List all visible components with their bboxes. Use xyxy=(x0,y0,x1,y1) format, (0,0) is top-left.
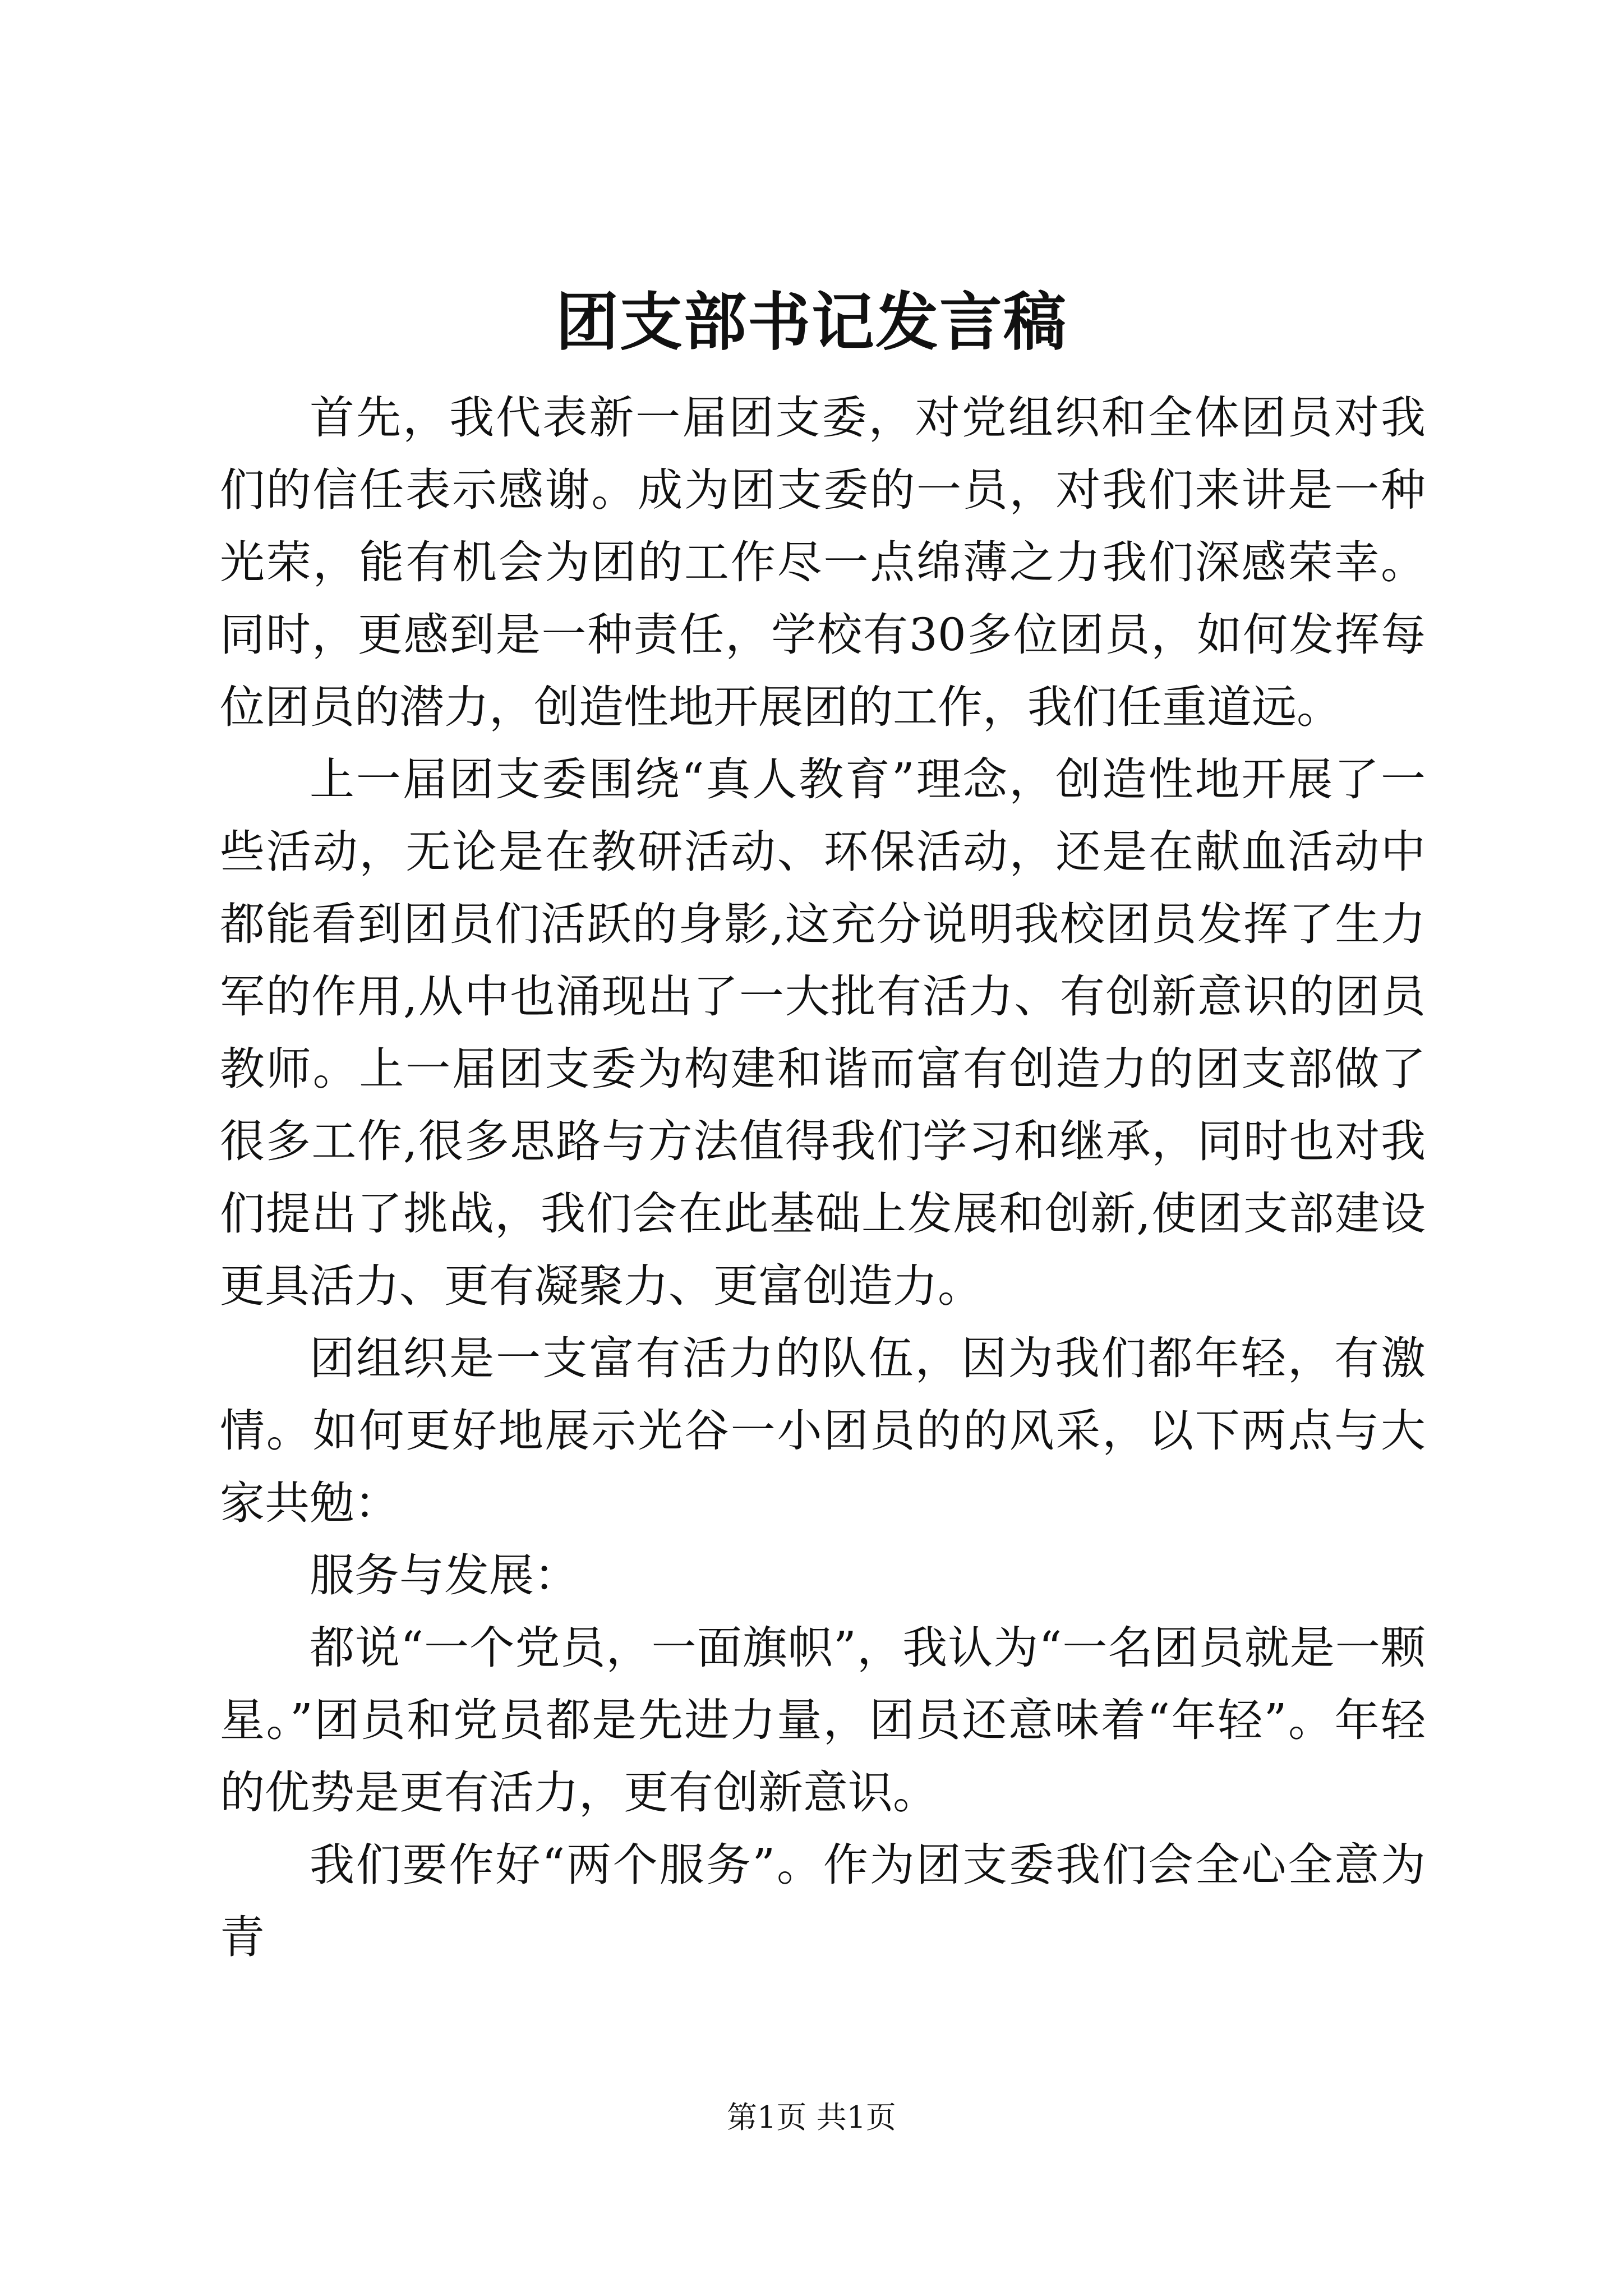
document-title: 团支部书记发言稿 xyxy=(556,286,1067,359)
document-body xyxy=(220,381,1426,1973)
paragraph-3: 团组织是一支富有活力的队伍，因为我们都年轻，有激情。如何更好地展示光谷一小团员的的风采，以下两点与大家共勉： xyxy=(220,1332,1426,1529)
paragraph-1: 首先，我代表新一届团支委，对党组织和全体团员对我们的信任表示感谢。成为团支委的一员，对我们来讲是一种光荣，能有机会为团的工作尽一点绵薄之力我们深感荣幸。同时，更感到是一种责任，学校有30多位团员，如何发挥每位团员的潜力，创造性地开展团的工作，我们任重道远。 xyxy=(220,392,1426,733)
paragraph-4: 服务与发展： xyxy=(310,1549,579,1602)
paragraph-2: 上一届团支委围绕“真人教育”理念，创造性地开展了一些活动，无论是在教研活动、环保活动，还是在献血活动中都能看到团员们活跃的身影,这充分说明我校团员发挥了生力军的作用,从中也涌现出了一大批有活力、有创新意识的团员教师。上一届团支委为构建和谐而富有创造力的团支部做了很多工作,很多思路与方法值得我们学习和继承，同时也对我们提出了挑战，我们会在此基础上发展和创新,使团支部建设更具活力、更有凝聚力、更富创造力。 xyxy=(220,753,1426,1312)
paragraph-6: 我们要作好“两个服务”。作为团支委我们会全心全意为青 xyxy=(220,1839,1426,1963)
page-footer: 第1页 共1页 xyxy=(727,2100,896,2135)
paragraph-5: 都说“一个党员，一面旗帜”，我认为“一名团员就是一颗星。”团员和党员都是先进力量，团员还意味着“年轻”。年轻的优势是更有活力，更有创新意识。 xyxy=(220,1622,1426,1819)
